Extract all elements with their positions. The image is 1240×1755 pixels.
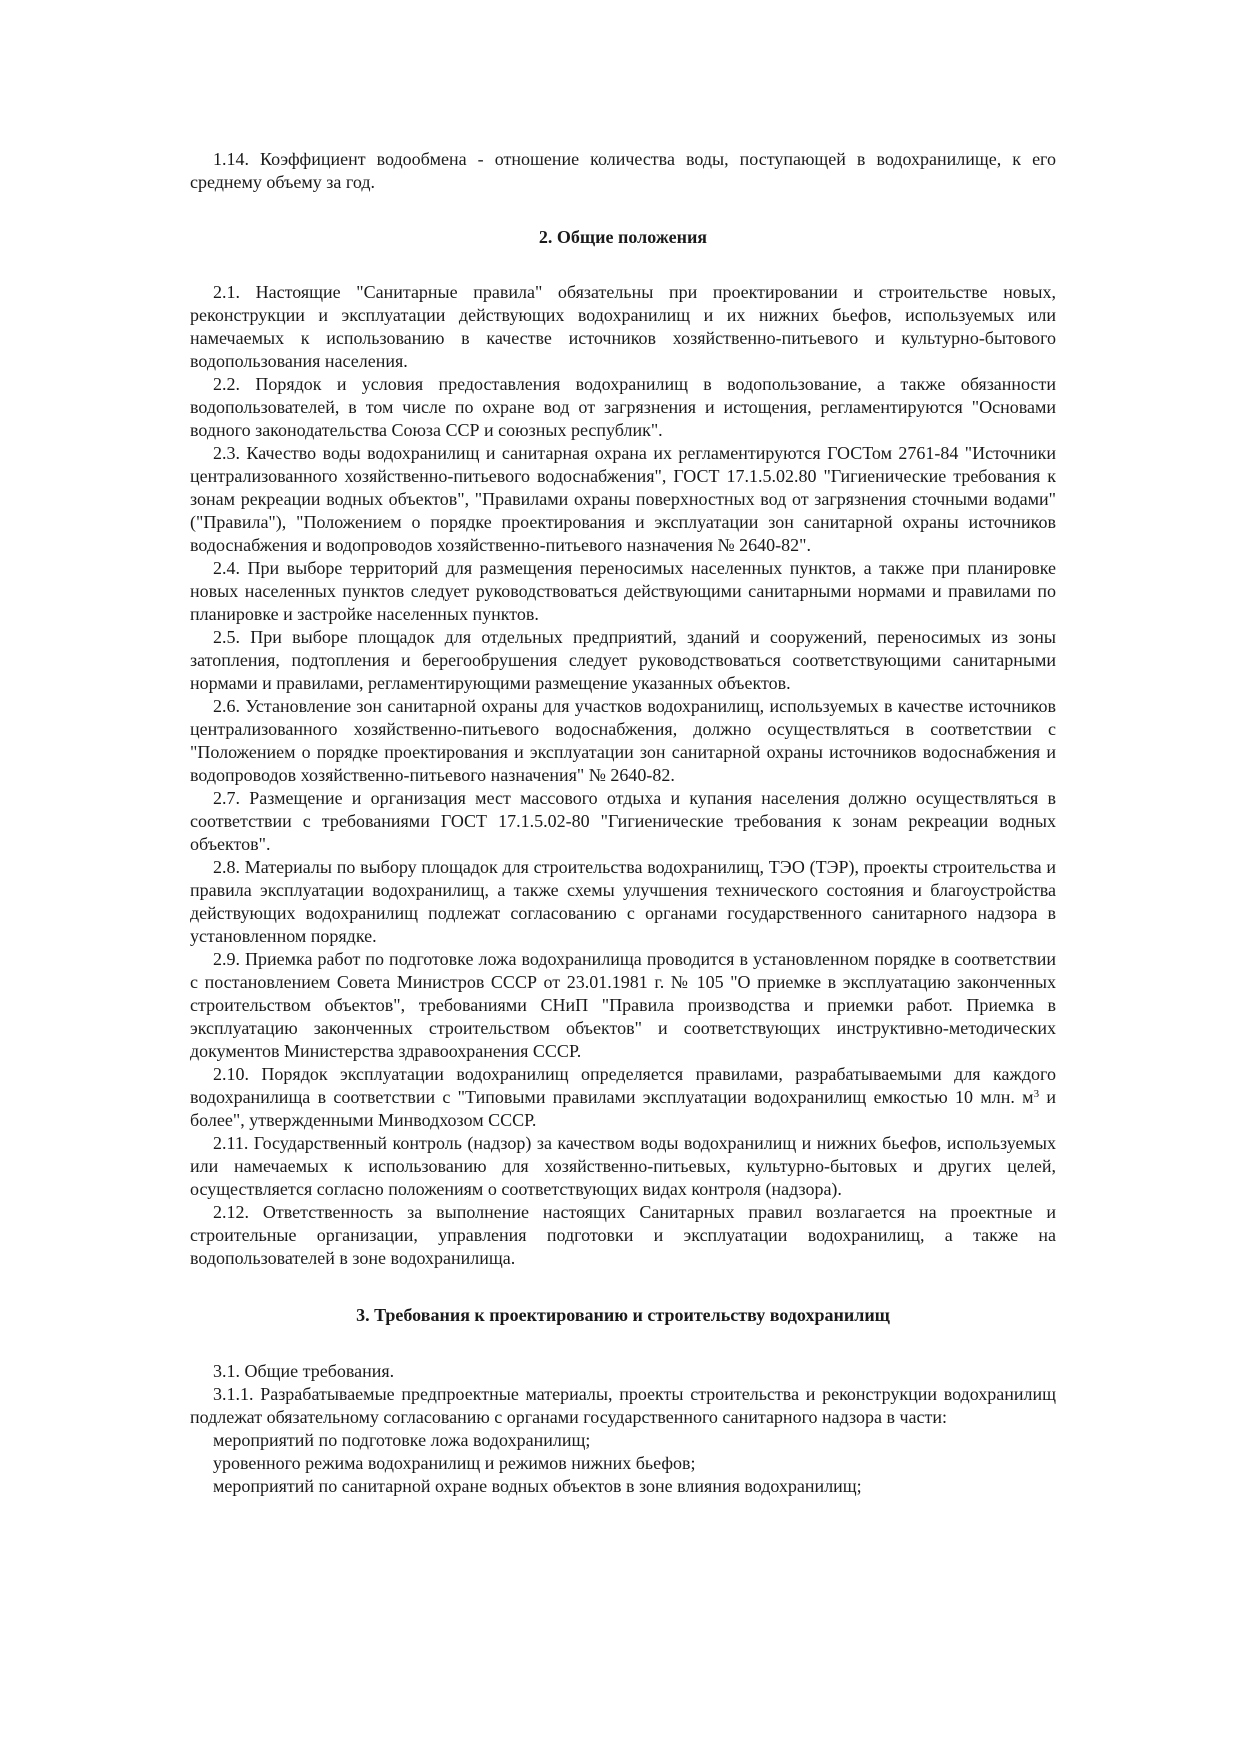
paragraph-2-3: 2.3. Качество воды водохранилищ и санитарная охрана их регламентируются ГОСТом 2761-84 "Источники централизованного хозяйственно-питьевого водоснабжения", ГОСТ 17.1.5.02.80 "Гигиенические требования к зонам рекреации водных объектов", "Правилами охраны поверхностных вод от загрязнения сточными водами" ("Правила"), "Положением о порядке проектирования и эксплуатации зон санитарной охраны источников водоснабжения и водопроводов хозяйственно-питьевого назначения № 2640-82".: [190, 443, 1056, 555]
document-page: [190, 148, 1056, 1498]
paragraph-2-5: 2.5. При выборе площадок для отдельных предприятий, зданий и сооружений, переносимых из зоны затопления, подтопления и берегообрушения следует руководствоваться соответствующими санитарными нормами и правилами, регламентирующими размещение указанных объектов.: [190, 627, 1056, 693]
paragraph-2-6: 2.6. Установление зон санитарной охраны для участков водохранилищ, используемых в качестве источников централизованного хозяйственно-питьевого водоснабжения, должно осуществляться в соответствии с "Положением о порядке проектирования и эксплуатации зон санитарной охраны источников водоснабжения и водопроводов хозяйственно-питьевого назначения" № 2640-82.: [190, 696, 1056, 785]
paragraph-2-4: 2.4. При выборе территорий для размещения переносимых населенных пунктов, а также при планировке новых населенных пунктов следует руководствоваться действующими санитарными нормами и правилами по планировке и застройке населенных пунктов.: [190, 558, 1056, 624]
paragraph-2-2: 2.2. Порядок и условия предоставления водохранилищ в водопользование, а также обязанности водопользователей, в том числе по охране вод от загрязнения и истощения, регламентируются "Основами водного законодательства Союза ССР и союзных республик".: [190, 374, 1056, 440]
paragraph-2-8: 2.8. Материалы по выбору площадок для строительства водохранилищ, ТЭО (ТЭР), проекты строительства и правила эксплуатации водохранилищ, а также схемы улучшения технического состояния и благоустройства действующих водохранилищ подлежат согласованию с органами государственного санитарного надзора в установленном порядке.: [190, 857, 1056, 946]
section-3-heading: 3. Требования к проектированию и строительству водохранилищ: [356, 1305, 890, 1325]
section-2-heading: 2. Общие положения: [538, 227, 708, 247]
list-item: мероприятий по санитарной охране водных объектов в зоне влияния водохранилищ;: [213, 1476, 862, 1496]
list-item: уровенного режима водохранилищ и режимов нижних бьефов;: [213, 1453, 696, 1473]
paragraph-3-1-1: 3.1.1. Разрабатываемые предпроектные материалы, проекты строительства и реконструкции водохранилищ подлежат обязательному согласованию с органами государственного санитарного надзора в части:: [190, 1384, 1056, 1427]
paragraph-2-1: 2.1. Настоящие "Санитарные правила" обязательны при проектировании и строительстве новых, реконструкции и эксплуатации действующих водохранилищ и их нижних бьефов, используемых или намечаемых к использованию в качестве источников хозяйственно-питьевого и культурно-бытового водопользования населения.: [190, 282, 1056, 371]
superscript-cubic: 3: [1033, 1088, 1040, 1100]
paragraph-2-9: 2.9. Приемка работ по подготовке ложа водохранилища проводится в установленном порядке в соответствии с постановлением Совета Министров СССР от 23.01.1981 г. № 105 "О приемке в эксплуатацию законченных строительством объектов", требованиями СНиП "Правила производства и приемки работ. Приемка в эксплуатацию законченных строительством объектов" и соответствующих инструктивно-методических документов Министерства здравоохранения СССР.: [190, 949, 1056, 1061]
paragraph-2-7: 2.7. Размещение и организация мест массового отдыха и купания населения должно осуществляться в соответствии с требованиями ГОСТ 17.1.5.02-80 "Гигиенические требования к зонам рекреации водных объектов".: [190, 788, 1056, 854]
paragraph-2-11: 2.11. Государственный контроль (надзор) за качеством воды водохранилищ и нижних бьефов, используемых или намечаемых к использованию для хозяйственно-питьевых, культурно-бытовых и других целей, осуществляется согласно положениям о соответствующих видах контроля (надзора).: [190, 1133, 1056, 1199]
paragraph-2-10: [190, 1063, 1056, 1132]
paragraph-1-14: 1.14. Коэффициент водообмена - отношение количества воды, поступающей в водохранилище, к его среднему объему за год.: [190, 149, 1056, 192]
paragraph-2-10-text-a: 2.10. Порядок эксплуатации водохранилищ определяется правилами, разрабатываемыми для каждого водохранилища в соответствии с "Типовыми правилами эксплуатации водохранилищ емкостью 10 млн. м: [190, 1064, 1056, 1107]
paragraph-3-1: 3.1. Общие требования.: [213, 1361, 395, 1381]
paragraph-2-12: 2.12. Ответственность за выполнение настоящих Санитарных правил возлагается на проектные и строительные организации, управления подготовки и эксплуатации водохранилищ, а также на водопользователей в зоне водохранилища.: [190, 1202, 1056, 1268]
list-item: мероприятий по подготовке ложа водохранилищ;: [213, 1430, 591, 1450]
paragraph-2-10-text-b: и более", утвержденными Минводхозом СССР.: [190, 1087, 1056, 1130]
